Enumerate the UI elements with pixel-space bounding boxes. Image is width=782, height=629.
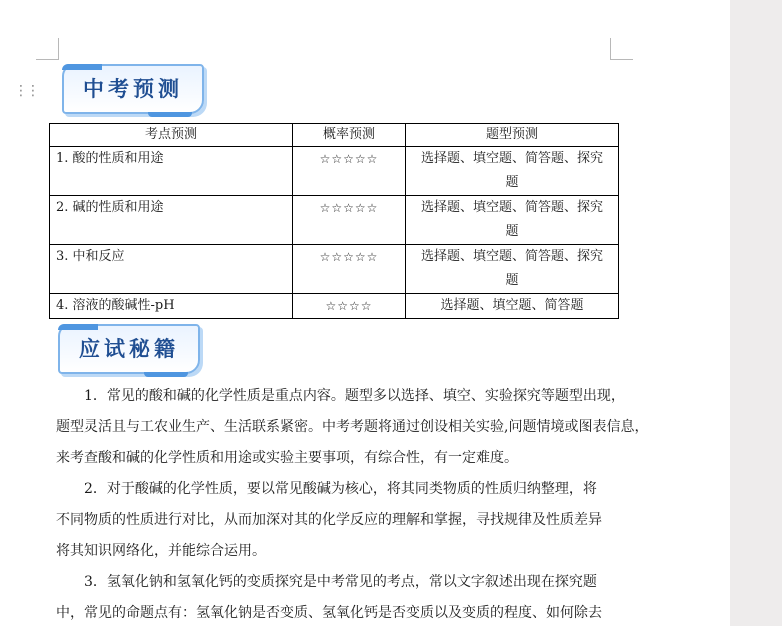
paragraph-line: 来考查酸和碱的化学性质和用途或实验主要事项，有综合性，有一定难度。 — [56, 450, 518, 466]
prediction-banner — [62, 64, 204, 114]
types-line: 题 — [505, 224, 519, 239]
question-types-cell — [406, 196, 619, 245]
crop-mark-left-horizontal — [36, 59, 59, 60]
types-line: 选择题、填空题、简答题、探究 — [420, 200, 603, 215]
header-probability: 概率预测 — [293, 124, 406, 147]
paragraph-line: 将其知识网络化，并能综合运用。 — [56, 543, 266, 559]
question-types-cell: 选择题、填空题、简答题 — [406, 294, 619, 319]
strategy-banner — [58, 324, 200, 374]
topic-cell: 1. 酸的性质和用途 — [50, 147, 293, 196]
topic-cell: 4. 溶液的酸碱性-pH — [50, 294, 293, 319]
question-types-cell — [406, 147, 619, 196]
topic-cell: 3. 中和反应 — [50, 245, 293, 294]
paragraph-1 — [56, 381, 656, 474]
probability-stars: ☆☆☆☆ — [293, 294, 406, 319]
table-row — [50, 245, 619, 294]
prediction-table — [49, 123, 619, 319]
probability-stars: ☆☆☆☆☆ — [293, 147, 406, 196]
paragraph-2 — [56, 474, 656, 567]
table-header-row — [50, 124, 619, 147]
table-row — [50, 147, 619, 196]
crop-mark-left-vertical — [58, 38, 59, 60]
probability-stars: ☆☆☆☆☆ — [293, 196, 406, 245]
strategy-banner-title: 应试秘籍 — [79, 337, 179, 361]
crop-mark-right-vertical — [610, 38, 611, 60]
page-gutter — [730, 0, 782, 626]
header-question-types: 题型预测 — [406, 124, 619, 147]
types-line: 题 — [505, 273, 519, 288]
paragraph-line: 1．常见的酸和碱的化学性质是重点内容。题型多以选择、填空、实验探究等题型出现， — [56, 388, 625, 404]
drag-handle-icon[interactable]: ⋮⋮ — [14, 83, 38, 99]
types-line: 选择题、填空题、简答题、探究 — [420, 249, 603, 264]
paragraph-line: 2．对于酸碱的化学性质，要以常见酸碱为核心，将其同类物质的性质归纳整理，将 — [56, 481, 597, 497]
paragraph-line: 题型灵活且与工农业生产、生活联系紧密。中考考题将通过创设相关实验,问题情境或图表信息， — [56, 419, 649, 435]
prediction-banner-title: 中考预测 — [83, 77, 183, 101]
paragraph-3 — [56, 567, 656, 629]
paragraph-line: 不同物质的性质进行对比，从而加深对其的化学反应的理解和掌握，寻找规律及性质差异 — [56, 512, 602, 528]
paragraph-line: 中，常见的命题点有：氢氧化钠是否变质、氢氧化钙是否变质以及变质的程度、如何除去 — [56, 605, 602, 621]
types-line: 选择题、填空题、简答题、探究 — [420, 151, 603, 166]
types-line: 题 — [505, 175, 519, 190]
question-types-cell — [406, 245, 619, 294]
table-row — [50, 196, 619, 245]
crop-mark-right-horizontal — [610, 59, 633, 60]
probability-stars: ☆☆☆☆☆ — [293, 245, 406, 294]
paragraph-line: 3．氢氧化钠和氢氧化钙的变质探究是中考常见的考点，常以文字叙述出现在探究题 — [56, 574, 597, 590]
topic-cell: 2. 碱的性质和用途 — [50, 196, 293, 245]
header-topic: 考点预测 — [50, 124, 293, 147]
table-row — [50, 294, 619, 319]
